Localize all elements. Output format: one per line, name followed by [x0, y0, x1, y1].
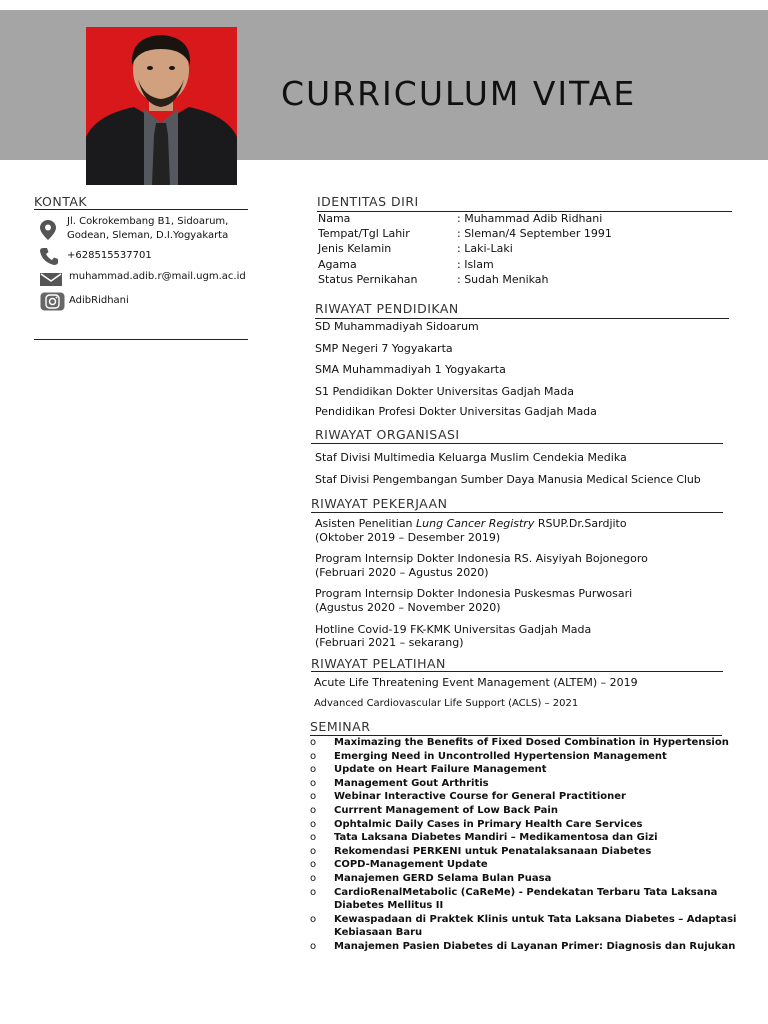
- page-title: CURRICULUM VITAE: [281, 74, 637, 113]
- pekerjaan-divider: [311, 512, 723, 513]
- seminar-title: Manajemen Pasien Diabetes di Layanan Primer: Diagnosis dan Rujukan: [334, 940, 736, 952]
- bullet-icon: o: [310, 832, 317, 844]
- seminar-item: [310, 763, 760, 777]
- job-period: (Agustus 2020 – November 2020): [315, 601, 501, 614]
- pelatihan-item: Acute Life Threatening Event Management (ALTEM) – 2019: [314, 676, 638, 689]
- pelatihan-item: Advanced Cardiovascular Life Support (ACLS) – 2021: [314, 698, 579, 709]
- pendidikan-item: S1 Pendidikan Dokter Universitas Gadjah Mada: [315, 385, 575, 398]
- seminar-title: COPD-Management Update: [334, 859, 488, 871]
- identitas-value: : Sudah Menikah: [457, 273, 549, 286]
- organisasi-heading: RIWAYAT ORGANISASI: [315, 427, 460, 442]
- email-address: muhammad.adib.r@mail.ugm.ac.id: [69, 271, 246, 282]
- seminar-item: [310, 872, 760, 886]
- seminar-item: [310, 777, 760, 791]
- organisasi-item: Staf Divisi Pengembangan Sumber Daya Manusia Medical Science Club: [315, 473, 701, 486]
- pendidikan-item: Pendidikan Profesi Dokter Universitas Gadjah Mada: [315, 405, 597, 418]
- bullet-icon: o: [310, 872, 317, 884]
- pelatihan-divider: [311, 671, 723, 672]
- bullet-icon: o: [310, 886, 317, 898]
- seminar-title: Management Gout Arthritis: [334, 777, 489, 789]
- phone-icon: [40, 248, 60, 269]
- bullet-icon: o: [310, 737, 317, 748]
- seminar-title: Manajemen GERD Selama Bulan Puasa: [334, 872, 552, 884]
- identitas-value: : Islam: [457, 258, 494, 271]
- pendidikan-item: SMP Negeri 7 Yogyakarta: [315, 342, 453, 355]
- seminar-item: [310, 818, 760, 832]
- kontak-heading: KONTAK: [34, 194, 88, 209]
- seminar-title: CardioRenalMetabolic (CaReMe) - Pendekatan Terbaru Tata Laksana Diabetes Mellitus II: [334, 886, 718, 912]
- seminar-item: [310, 886, 760, 913]
- seminar-title: Kewaspadaan di Praktek Klinis untuk Tata Laksana Diabetes – Adaptasi Kebiasaan Baru: [334, 913, 737, 939]
- address-line-2: Godean, Sleman, D.I.Yogyakarta: [67, 230, 229, 241]
- bullet-icon: o: [310, 913, 317, 925]
- seminar-title: Update on Heart Failure Management: [334, 764, 547, 776]
- organisasi-divider: [311, 443, 723, 444]
- pendidikan-item: SD Muhammadiyah Sidoarum: [315, 320, 479, 333]
- pendidikan-item: SMA Muhammadiyah 1 Yogyakarta: [315, 363, 506, 376]
- seminar-item: [310, 736, 760, 750]
- organisasi-item: Staf Divisi Multimedia Keluarga Muslim Cendekia Medika: [315, 451, 627, 464]
- instagram-handle: AdibRidhani: [69, 295, 129, 306]
- bullet-icon: o: [310, 859, 317, 871]
- instagram-icon: [40, 292, 65, 315]
- seminar-title: Rekomendasi PERKENI untuk Penatalaksanaan Diabetes: [334, 845, 652, 857]
- identitas-label: Nama: [318, 212, 351, 225]
- job-title: [315, 517, 627, 530]
- bullet-icon: o: [310, 791, 317, 803]
- identitas-heading: IDENTITAS DIRI: [317, 194, 419, 209]
- job-title: Program Internsip Dokter Indonesia Puskesmas Purwosari: [315, 587, 633, 600]
- kontak-divider: [34, 209, 248, 210]
- seminar-item: [310, 804, 760, 818]
- job-period: (Februari 2021 – sekarang): [315, 636, 464, 649]
- bullet-icon: o: [310, 750, 317, 762]
- seminar-heading: SEMINAR: [310, 719, 371, 734]
- identitas-label: Status Pernikahan: [318, 273, 418, 286]
- identitas-value: : Sleman/4 September 1991: [457, 227, 612, 240]
- seminar-title: Emerging Need in Uncontrolled Hypertension Management: [334, 750, 667, 762]
- seminar-title: Webinar Interactive Course for General Practitioner: [334, 791, 626, 803]
- pelatihan-heading: RIWAYAT PELATIHAN: [311, 656, 446, 671]
- location-pin-icon: [40, 220, 56, 244]
- seminar-title: Ophtalmic Daily Cases in Primary Health Care Services: [334, 818, 643, 830]
- seminar-item: [310, 831, 760, 845]
- bullet-icon: o: [310, 804, 317, 816]
- seminar-item: [310, 940, 760, 954]
- seminar-item: [310, 845, 760, 859]
- identitas-value: : Laki-Laki: [457, 242, 513, 255]
- bullet-icon: o: [310, 777, 317, 789]
- bullet-icon: o: [310, 818, 317, 830]
- seminar-item: [310, 913, 760, 940]
- identitas-label: Tempat/Tgl Lahir: [318, 227, 410, 240]
- pekerjaan-heading: RIWAYAT PEKERJAAN: [311, 496, 448, 511]
- job-title: Hotline Covid-19 FK-KMK Universitas Gadjah Mada: [315, 623, 592, 636]
- seminar-list: [310, 736, 760, 954]
- address-line-1: Jl. Cokrokembang B1, Sidoarum,: [67, 216, 229, 227]
- seminar-title: Maximazing the Benefits of Fixed Dosed Combination in Hypertension: [334, 737, 729, 748]
- job-period: (Oktober 2019 – Desember 2019): [315, 531, 501, 544]
- seminar-item: [310, 858, 760, 872]
- bullet-icon: o: [310, 940, 317, 952]
- job-title-prefix: Asisten Penelitian: [315, 517, 417, 530]
- identitas-value: : Muhammad Adib Ridhani: [457, 212, 603, 225]
- pendidikan-heading: RIWAYAT PENDIDIKAN: [315, 301, 459, 316]
- kontak-bottom-divider: [34, 339, 248, 340]
- bullet-icon: o: [310, 764, 317, 776]
- job-period: (Februari 2020 – Agustus 2020): [315, 566, 489, 579]
- seminar-item: [310, 750, 760, 764]
- identitas-label: Agama: [318, 258, 357, 271]
- phone-number: +628515537701: [67, 250, 152, 261]
- seminar-item: [310, 790, 760, 804]
- seminar-title: Tata Laksana Diabetes Mandiri – Medikamentosa dan Gizi: [334, 832, 658, 844]
- pendidikan-divider: [315, 318, 729, 319]
- email-icon: [40, 271, 62, 290]
- job-title-suffix: RSUP.Dr.Sardjito: [534, 517, 627, 530]
- identitas-label: Jenis Kelamin: [318, 242, 392, 255]
- profile-photo: [86, 27, 237, 185]
- seminar-title: Currrent Management of Low Back Pain: [334, 804, 558, 816]
- job-title-italic: Lung Cancer Registry: [416, 517, 535, 530]
- bullet-icon: o: [310, 845, 317, 857]
- job-title: Program Internsip Dokter Indonesia RS. Aisyiyah Bojonegoro: [315, 552, 648, 565]
